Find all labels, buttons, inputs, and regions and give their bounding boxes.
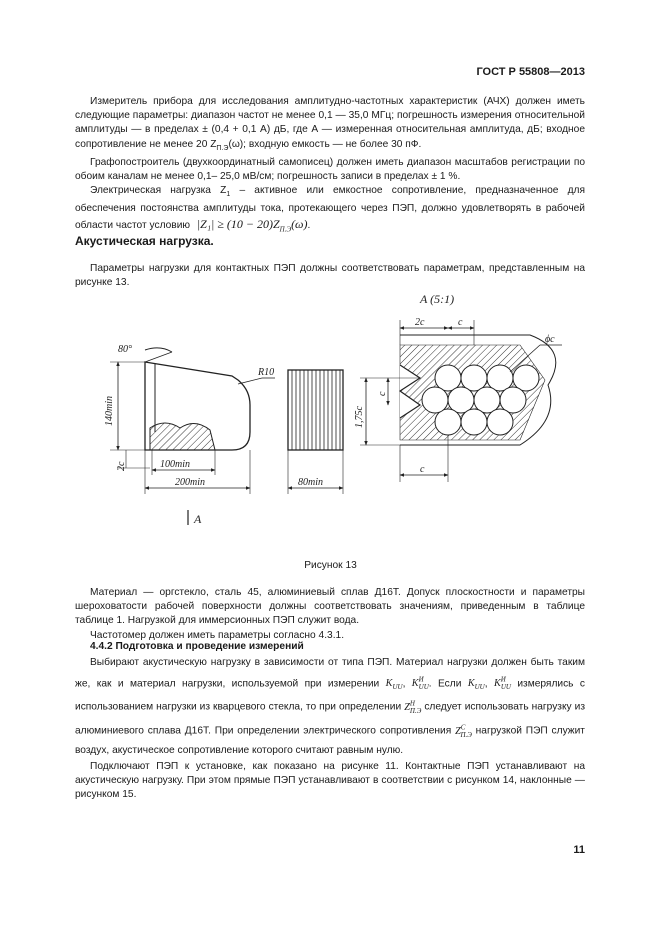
prep-f: следует использовать нагрузку из алюминиевого сплава Д16Т. При определении электрического сопротивления bbox=[75, 701, 585, 737]
formula-main: |Z₁| ≥ (10 − 20)Z bbox=[196, 216, 280, 231]
hatched-area bbox=[150, 423, 215, 450]
prep-g: нагрузкой ПЭП служит воздух, акустическое сопротивление которого считают равным нулю. bbox=[75, 725, 585, 757]
label-det-2c: 2c bbox=[415, 317, 425, 328]
preparation-text bbox=[75, 655, 585, 760]
prep-d: , bbox=[484, 677, 488, 689]
connection-text: Подключают ПЭП к установке, как показано на рисунке 11. Контактные ПЭП устанавливают на акустическую нагрузку. При этом прямые ПЭП устанавливают в соответствии с рисунком 14, наклонные — рисунком 15. bbox=[75, 760, 585, 801]
prep-a: Выбирают акустическую нагрузку в зависимости от типа ПЭП. Материал нагрузки должен быть таким же, как и материал нагрузки, используемой при измерении bbox=[75, 657, 585, 689]
load-sub: 1 bbox=[226, 191, 231, 199]
subsection-title: 4.4.2 Подготовка и проведение измерений bbox=[90, 641, 304, 652]
paragraph-plotter: Графопостроитель (двухкоординатный самописец) должен иметь диапазон масштабов регистрации по обоим каналам не менее 0,1– 25,0 мВ/см; погрешность записи в пределах ± 1 %. bbox=[75, 156, 585, 183]
prep-e: измерялись с использованием нагрузки из кварцевого стекла, то при определении bbox=[75, 677, 585, 713]
section-title-acoustic-load: Акустическая нагрузка. bbox=[75, 234, 214, 248]
label-radius: R10 bbox=[258, 367, 275, 378]
formula-kuu-4: $K^И_{UU}$ bbox=[493, 675, 511, 691]
label-height: 140min bbox=[104, 396, 115, 426]
material-text: Материал — оргстекло, сталь 45, алюминиевый сплав Д16Т. Допуск плоскостности и параметры шероховатости рабочей поверхности должны соответствовать значениям, приведенным в таблице таблице 1. Нагрузкой для иммерсионных ПЭП служит вода. bbox=[75, 587, 585, 627]
prep-b: , bbox=[402, 677, 406, 689]
load-params-text: Параметры нагрузки для контактных ПЭП должны соответствовать параметрам, представленным на рисунке 13. bbox=[75, 263, 585, 289]
label-det-c-bot: c bbox=[420, 464, 425, 475]
formula-kuu-3: $K_{UU}$ bbox=[467, 677, 485, 691]
frequency-meter-text: Частотомер должен иметь параметры согласно 4.3.1. bbox=[90, 629, 345, 641]
figure-caption: Рисунок 13 bbox=[304, 560, 357, 571]
load-text-a: Электрическая нагрузка Z bbox=[90, 185, 227, 197]
formula-z-c: $Z^C_{П.Э}$ bbox=[455, 723, 472, 739]
formula-tail: (ω) bbox=[291, 216, 308, 231]
label-inner-width: 100min bbox=[160, 459, 190, 470]
formula-z-h: $Z^H_{П.Э}$ bbox=[404, 699, 422, 715]
label-det-phi: ϕc bbox=[545, 334, 555, 345]
meter-text: Измеритель прибора для исследования амплитудно-частотных характеристик (АЧХ) должен иметь следующие параметры: диапазон частот не менее 0,1 — 35,0 МГц; погрешность измерения относительной амплитуды — в пределах ± (0,4 + 0,1 А) дБ, где А — измеренная относительная амплитуда, дБ; входное сопротивление не менее 20 Z bbox=[75, 96, 585, 150]
load-text-b: – активное или емкостное сопротивление, предназначенное для обеспечения постоянства амплитуды тока, протекающего через ПЭП, должно удовлетворять в рабочей области частот условию bbox=[75, 185, 585, 231]
paragraph-material bbox=[75, 586, 585, 643]
formula-kuu-1: $K_{UU}$ bbox=[385, 677, 403, 691]
formula-kuu-2: $K^И_{UU}$ bbox=[411, 675, 429, 691]
meter-sub: П.Э bbox=[216, 144, 229, 152]
formula-sub: П.Э bbox=[279, 225, 292, 234]
label-angle: 80° bbox=[118, 344, 132, 355]
meter-tail: (ω); входную емкость — не более 30 пФ. bbox=[228, 138, 422, 150]
page-number: 11 bbox=[573, 844, 585, 856]
label-det-c-top: c bbox=[458, 317, 463, 328]
label-section-a: A bbox=[194, 512, 202, 526]
label-gap: 2c bbox=[116, 461, 127, 471]
paragraph-preparation bbox=[75, 655, 585, 802]
label-detail-a: A (5:1) bbox=[420, 292, 455, 306]
prep-c: . Если bbox=[428, 677, 462, 689]
label-thickness: 80min bbox=[298, 477, 323, 488]
document-header: ГОСТ Р 55808—2013 bbox=[476, 66, 585, 78]
label-length: 200min bbox=[175, 477, 205, 488]
label-det-c-mid: c bbox=[377, 391, 388, 396]
load-end: . bbox=[307, 219, 311, 231]
detail-a bbox=[360, 320, 562, 482]
label-det-175c: 1,75c bbox=[354, 406, 365, 428]
